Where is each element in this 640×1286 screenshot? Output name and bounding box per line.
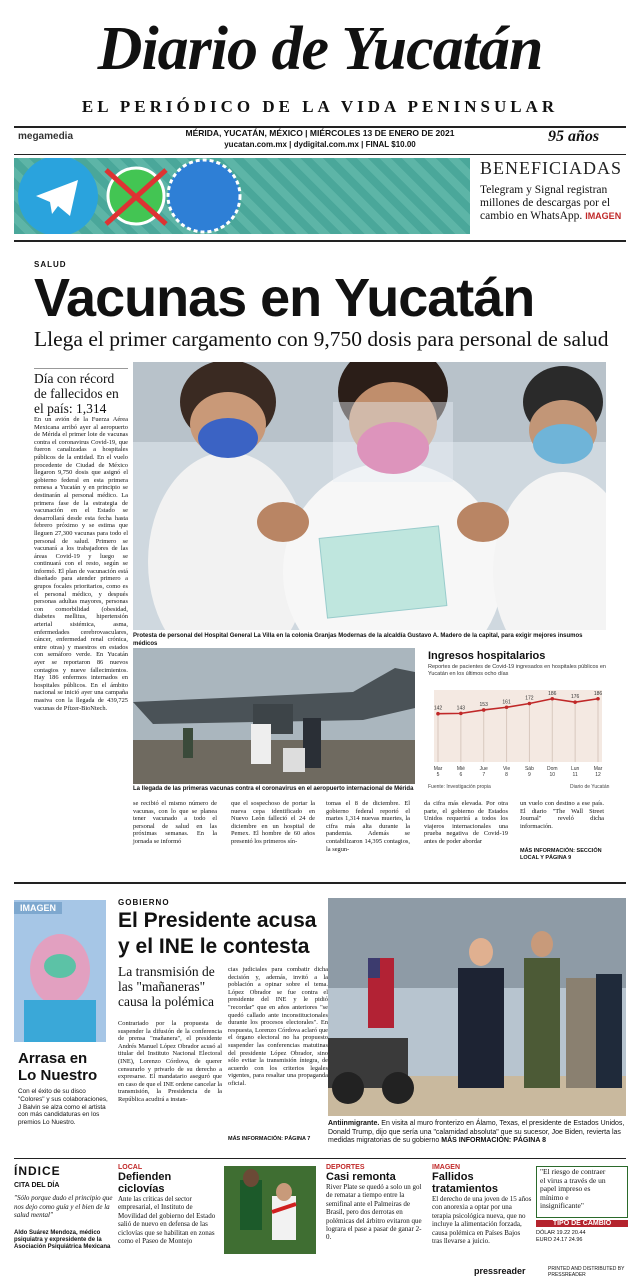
soccer-photo[interactable]	[224, 1166, 316, 1254]
main-kicker: SALUD	[34, 260, 67, 269]
brief-kicker: IMAGEN	[432, 1164, 460, 1171]
section-divider	[14, 240, 626, 242]
main-headline[interactable]: Vacunas en Yucatán	[34, 268, 535, 328]
chart-title: Ingresos hospitalarios	[428, 650, 546, 662]
body-column-3: tomas el 8 de diciembre. El gobierno federal reportó el martes 1,314 nuevas muertes, la cifra más alta durante la pandemia. Además se contabilizaron 14,395 contagios, la segun-	[326, 800, 410, 853]
chart-data-label: 172	[525, 695, 534, 702]
imagen-body-text: Con el éxito de su disco "Colores" y sus colaboraciones, J Balvin se alza como el artista con más candidaturas en los premios Lo Nuestro.	[18, 1088, 108, 1127]
imagen-photo[interactable]	[14, 900, 106, 1042]
hospital-admissions-chart	[424, 682, 606, 782]
messaging-apps-illustration	[14, 158, 470, 234]
chart-credit: Diario de Yucatán	[570, 784, 610, 790]
chart-tick-label: Lun	[570, 766, 580, 772]
banner-title: BENEFICIADAS	[480, 158, 623, 178]
chart-point	[596, 697, 600, 701]
chart-tick-label: Mar	[593, 766, 603, 772]
main-photo[interactable]	[133, 362, 606, 630]
chart-tick-label: 10	[549, 772, 556, 778]
airplane-vaccine-photo	[133, 648, 415, 784]
side-headline[interactable]: Día con récord de fallecidos en el país: 1,314	[34, 368, 128, 416]
section-divider	[14, 882, 626, 884]
gobierno-more-info-link[interactable]: MÁS INFORMACIÓN: PÁGINA 7	[228, 1136, 311, 1142]
chart-data-label: 186	[548, 690, 557, 697]
main-deck: Llega el primer cargamento con 9,750 dosis para personal de salud	[34, 327, 609, 351]
masthead-title: Diario de Yucatán	[97, 15, 543, 83]
border-photo-caption: Antiinmigrante. En visita al muro fronterizo en Álamo, Texas, el presidente de Estados Unidos, Donald Trump, dijo que sería una "calamidad absoluta" que su sucesor, Joe Biden, revierta las medidas migratorias de su gobierno MÁS INFORMACIÓN: PÁGINA 8	[328, 1120, 625, 1144]
chart-tick-label: Dom	[547, 766, 558, 772]
chart-tick-label: 12	[595, 772, 601, 778]
chart-data-label: 153	[479, 701, 488, 708]
side-body-text: En un avión de la Fuerza Aérea Mexicana arribó ayer al aeropuerto de Mérida el primer lote de vacunas contra el coronavirus Covid-19, que fueron canalizadas a hospitales públicos de la entidad. En el vuelo procedente de Ciudad de México llegaron 9,750 dosis que asignó el gobierno federal en esta primera remesa a Yucatán y en principio se destinarán al personal médico. La primera fase de la estrategia de vacunación en el Estado se desarrollará desde esta fecha hasta febrero próximo y se estima que lleguen 27,300 vacunas para todo el personal de salud. Primero se vacunará a los trabajadores de las áreas Covid-19 y luego se continuará con el resto, según se informó. El plan de vacunación está diseñado para atender primero a grupos focales prioritarios, como es el personal médico, y después personas adultas mayores, personas con comorbilidad (obesidad, diabetes mellitus, hipertensión arterial sistémica, asma, enfermedades cerebrovasculares, cáncer, enfermedad renal crónica, entre otras) y maestros en estados con semáforo verde. En Yucatán ayer se reportaron 86 nuevos contagios y nueve fallecimientos. Hay 186 enfermos internados en hospitales públicos. En el ámbito nacional se inició ayer una campaña masiva con la llegada de 439,725 vacunas de Pfizer-BioNtech.	[34, 416, 128, 712]
chart-tick-label: Jue	[479, 766, 488, 772]
health-workers-photo	[133, 362, 606, 630]
brief-kicker: DEPORTES	[326, 1164, 365, 1171]
imagen-headline[interactable]: Arrasa en Lo Nuestro	[18, 1050, 98, 1084]
chart-tick-label: Mar	[433, 766, 443, 772]
artist-photo	[14, 900, 106, 1042]
quote-box-text: "El riesgo de contraer el virus a través de un papel impreso es mínimo e insignificante"	[540, 1167, 606, 1210]
chart-subtitle: Reportes de pacientes de Covid-19 ingresados en hospitales públicos en Yucatán en los últimos ocho días	[428, 664, 606, 677]
chart-tick-label: 6	[459, 772, 463, 778]
main-more-info-link[interactable]: MÁS INFORMACIÓN: SECCIÓN LOCAL Y PÁGINA 9	[520, 848, 602, 861]
border-wall-photo[interactable]	[328, 898, 626, 1116]
brief-imagen[interactable]	[432, 1164, 532, 1245]
chart-point	[505, 705, 509, 709]
chart-tick-label: 9	[528, 772, 531, 778]
signal-icon	[168, 160, 240, 232]
chart-plot-area	[434, 690, 602, 762]
brief-body: River Plate se quedó a solo un gol de rematar a tiempo entre la semifinal ante el Palmeiras de Brasil, pero dos derrotas en polémicas del árbitro evitaron que lograra el pase a pasar de ganar 2-0.	[326, 1183, 422, 1242]
imagen-section-label: IMAGEN	[14, 902, 62, 914]
exchange-rate-row: EURO 24.17 24.96	[536, 1237, 583, 1243]
chart-point	[459, 712, 463, 716]
masthead-subtitle: EL PERIÓDICO DE LA VIDA PENINSULAR	[81, 97, 559, 116]
gobierno-headline[interactable]: El Presidente acusa y el INE le contesta	[118, 909, 317, 958]
chart-data-label: 142	[433, 705, 443, 712]
chart-source: Fuente: Investigación propia	[428, 784, 491, 790]
pressreader-logo[interactable]: pressreader	[474, 1266, 526, 1276]
gobierno-deck: La transmisión de las "mañaneras" causa la polémica	[118, 964, 215, 1009]
brief-headline[interactable]: Fallidos tratamientos	[432, 1171, 499, 1195]
chart-point	[550, 697, 554, 701]
brief-body: El derecho de una joven de 15 años con anorexia a optar por una terapia psicológica nueva, que no incluye la alimentación forzada, causa polémica en Países Bajos tras llevarse a juicio.	[432, 1195, 532, 1246]
brief-kicker: LOCAL	[118, 1164, 143, 1171]
brief-headline[interactable]: Defienden ciclovías	[118, 1171, 172, 1195]
megamedia-logo: megamedia	[18, 131, 74, 142]
exchange-rate-rows	[536, 1230, 628, 1244]
trump-border-photo	[328, 898, 626, 1116]
plane-photo-caption: La llegada de las primeras vacunas contra el coronavirus en el aeropuerto internacional de Mérida	[133, 786, 414, 792]
banner-text: Telegram y Signal registran millones de descargas por el cambio en WhatsApp. IMAGEN	[480, 184, 622, 222]
body-column-2: que el sospechoso de portar la nueva cepa identificado en Nuevo León falleció el 24 de diciembre en un hospital de Pemex. El hombre de 60 años presentó los primeros sín-	[231, 800, 315, 845]
chart-data-label: 176	[570, 694, 580, 701]
chart-point	[436, 712, 440, 716]
section-divider	[14, 1158, 626, 1159]
body-column-4: da cifra más elevada. Por otra parte, el gobierno de Estados Unidos requerirá a todos los viajeros internacionales una prueba negativa de Covid-19 antes de poder abordar	[424, 800, 508, 845]
gobierno-column-1: Contrariado por la propuesta de suspender la difusión de la conferencia de prensa "mañanera", el presidente Andrés Manuel López Obrador acusó al titular del Instituto Nacional Electoral (INE), Lorenzo Córdova, de querer censurarlo y privarlo de su derecho a expresarse. El mandatario aseguró que en caso de que el INE ordene cancelar la transmisión, la Presidencia de la República acudirá a instan-	[118, 1020, 222, 1103]
border-more-info-link[interactable]: MÁS INFORMACIÓN: PÁGINA 8	[441, 1137, 546, 1144]
footer-bar	[0, 1262, 640, 1286]
chart-data-label: 161	[502, 699, 511, 706]
chart-point	[482, 708, 486, 712]
anniversary-logo: 95 años	[548, 128, 600, 145]
main-photo-caption: Protesta de personal del Hospital General La Villa en la colonia Granjas Modernas de la alcaldía Gustavo A. Madero de la capital, para exigir mejores insumos médicos	[133, 633, 583, 647]
chart-point	[573, 700, 577, 704]
quote-of-day-author: Aldo Suárez Mendoza, médico psiquiatra y expresidente de la Asociación Psiquiátrica Mexicana	[14, 1230, 111, 1250]
exchange-rate-title: TIPO DE CAMBIO	[536, 1220, 628, 1227]
quote-of-day-label: CITA DEL DÍA	[14, 1182, 60, 1189]
quote-of-day-text: "Sólo porque dudo el principio que nos dejo como guía y el bien de la salud mental"	[14, 1194, 113, 1219]
banner-image[interactable]	[14, 158, 470, 234]
chart-data-label: 186	[593, 690, 603, 697]
brief-local[interactable]	[118, 1164, 218, 1245]
chart-tick-label: 11	[572, 772, 578, 778]
gobierno-column-2: cias judiciales para combatir dicha decisión y, además, invitó a la población a opinar sobre el tema. López Obrador se fue contra el presidente del INE y le pidió "recordar" que en años anteriores "se quedó callado ante inconstitucionales durante los procesos electorales". En respuesta, Lorenzo Córdova aclaró que el órgano electoral no ha propuesto suspender las conferencias matutinas del presidente López Obrador, sino sólo evitar la transmisión íntegra, de acuerdo con los criterios legales vigentes, para resaltar una propaganda oficial.	[228, 966, 328, 1087]
brief-headline[interactable]: Casi remonta	[326, 1171, 396, 1183]
gobierno-kicker: GOBIERNO	[118, 898, 170, 907]
chart-tick-label: 5	[436, 772, 440, 778]
chart-tick-label: 8	[505, 772, 508, 778]
chart-point	[528, 702, 532, 706]
chart-tick-label: 7	[482, 772, 486, 778]
chart-tick-label: Sáb	[524, 766, 534, 772]
index-title: ÍNDICE	[14, 1164, 61, 1178]
pressreader-info: PRINTED AND DISTRIBUTED BY PRESSREADER	[548, 1266, 625, 1278]
exchange-rate-row: DÓLAR 19.22 20.44	[536, 1230, 586, 1236]
chart-tick-label: Mié	[456, 766, 465, 772]
website-price-text: yucatan.com.mx | dydigital.com.mx | FINAL $10.00	[224, 140, 416, 149]
date-text: MÉRIDA, YUCATÁN, MÉXICO | MIÉRCOLES 13 DE ENERO DE 2021	[185, 128, 455, 138]
banner-section-tag: IMAGEN	[585, 211, 622, 221]
brief-deportes[interactable]	[326, 1164, 426, 1242]
soccer-match-photo	[224, 1166, 316, 1254]
body-column-1: se recibió el mismo número de vacunas, con lo que se planea tener vacunado a todo el personal de salud en las próximas semanas. En la jornada se informó	[133, 800, 217, 845]
body-column-5: un vuelo con destino a ese país. El diario "The Wall Street Journal" reveló dicha información.	[520, 800, 604, 830]
chart-tick-label: Vie	[503, 766, 511, 772]
brief-body: Ante las críticas del sector empresarial, el Instituto de Movilidad del gobierno del Estado salió de nuevo en defensa de las ciclovías que se habilitan en zonas como el Paseo de Montejo	[118, 1195, 216, 1246]
chart-data-label: 143	[456, 705, 466, 712]
plane-photo[interactable]	[133, 648, 415, 784]
